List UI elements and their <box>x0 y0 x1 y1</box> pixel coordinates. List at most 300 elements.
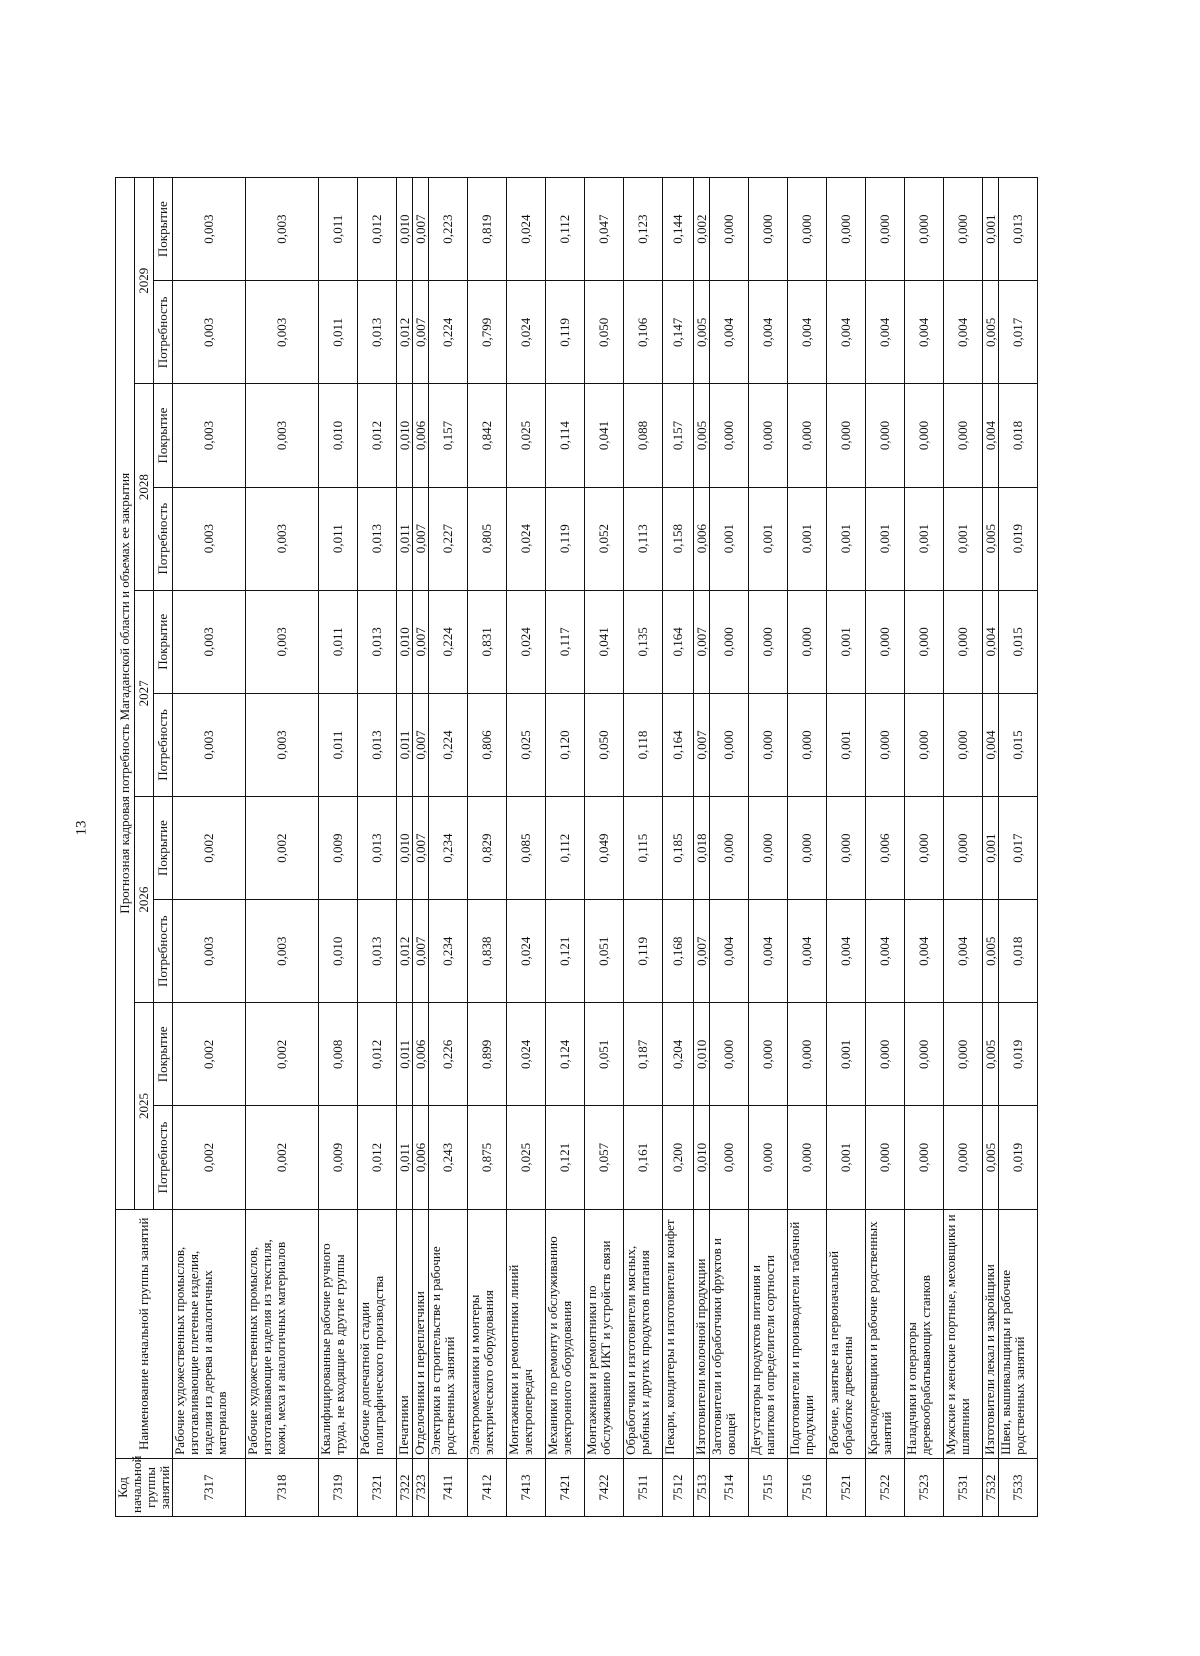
cover-value: 0,007 <box>413 590 429 693</box>
cover-value: 0,000 <box>944 178 983 281</box>
cover-value: 0,112 <box>546 178 585 281</box>
occupation-name: Механики по ремонту и обслуживанию электронного оборудования <box>546 1209 585 1458</box>
need-value: 0,003 <box>173 487 246 590</box>
need-value: 0,002 <box>246 1106 319 1209</box>
cover-value: 0,018 <box>999 384 1038 487</box>
cover-value: 0,003 <box>246 590 319 693</box>
need-value: 0,164 <box>663 693 694 796</box>
cover-value: 0,012 <box>358 1003 397 1106</box>
occupation-name: Подготовители и производители табачной продукции <box>788 1209 827 1458</box>
cover-value: 0,041 <box>585 384 624 487</box>
cover-value: 0,123 <box>624 178 663 281</box>
cover-value: 0,157 <box>429 384 468 487</box>
occupation-code: 7323 <box>413 1458 429 1516</box>
cover-value: 0,006 <box>413 1003 429 1106</box>
need-value: 0,009 <box>319 1106 358 1209</box>
need-value: 0,019 <box>999 1106 1038 1209</box>
cover-value: 0,041 <box>585 590 624 693</box>
occupation-code: 7321 <box>358 1458 397 1516</box>
cover-value: 0,114 <box>546 384 585 487</box>
need-value: 0,005 <box>694 281 710 384</box>
need-value: 0,005 <box>983 1106 999 1209</box>
cover-value: 0,001 <box>983 797 999 900</box>
occupation-name: Печатники <box>397 1209 413 1458</box>
need-value: 0,000 <box>905 693 944 796</box>
cover-value: 0,000 <box>944 797 983 900</box>
cover-value: 0,000 <box>788 384 827 487</box>
need-value: 0,005 <box>983 900 999 1003</box>
need-value: 0,004 <box>710 900 749 1003</box>
cover-value: 0,000 <box>866 1003 905 1106</box>
need-value: 0,003 <box>246 693 319 796</box>
cover-value: 0,008 <box>319 1003 358 1106</box>
occupation-name: Изготовители молочной продукции <box>694 1209 710 1458</box>
cover-value: 0,000 <box>827 384 866 487</box>
cover-value: 0,006 <box>413 384 429 487</box>
need-value: 0,121 <box>546 1106 585 1209</box>
need-value: 0,004 <box>710 281 749 384</box>
need-value: 0,161 <box>624 1106 663 1209</box>
need-value: 0,015 <box>999 693 1038 796</box>
need-value: 0,011 <box>319 487 358 590</box>
need-value: 0,003 <box>173 900 246 1003</box>
occupation-name: Квалифицированные рабочие ручного труда, не входящие в другие группы <box>319 1209 358 1458</box>
cover-value: 0,204 <box>663 1003 694 1106</box>
cover-value: 0,085 <box>507 797 546 900</box>
table-header <box>116 178 173 1517</box>
table-row <box>319 178 358 1517</box>
need-value: 0,001 <box>827 1106 866 1209</box>
table-row <box>866 178 905 1517</box>
need-value: 0,000 <box>905 1106 944 1209</box>
table-row <box>788 178 827 1517</box>
cover-value: 0,005 <box>983 1003 999 1106</box>
sub-need-header: Потребность <box>154 1106 173 1209</box>
occupation-code: 7516 <box>788 1458 827 1516</box>
cover-value: 0,012 <box>358 384 397 487</box>
cover-value: 0,000 <box>827 178 866 281</box>
sub-cover-header: Покрытие <box>154 178 173 281</box>
cover-value: 0,010 <box>694 1003 710 1106</box>
need-value: 0,001 <box>749 487 788 590</box>
need-value: 0,000 <box>866 693 905 796</box>
table-row <box>983 178 999 1517</box>
sub-need-header: Потребность <box>154 900 173 1003</box>
occupation-name: Отделочники и переплетчики <box>413 1209 429 1458</box>
sub-need-header: Потребность <box>154 281 173 384</box>
cover-value: 0,819 <box>468 178 507 281</box>
cover-value: 0,003 <box>246 384 319 487</box>
cover-value: 0,115 <box>624 797 663 900</box>
occupation-code: 7422 <box>585 1458 624 1516</box>
cover-value: 0,000 <box>749 1003 788 1106</box>
cover-value: 0,007 <box>413 797 429 900</box>
occupation-code: 7521 <box>827 1458 866 1516</box>
need-value: 0,001 <box>827 693 866 796</box>
occupation-code: 7522 <box>866 1458 905 1516</box>
year-header: 2027 <box>135 590 154 796</box>
need-value: 0,025 <box>507 693 546 796</box>
cover-value: 0,000 <box>788 797 827 900</box>
need-value: 0,024 <box>507 281 546 384</box>
need-value: 0,004 <box>788 281 827 384</box>
need-value: 0,838 <box>468 900 507 1003</box>
occupation-name: Обработчики и изготовители мясных, рыбных и других продуктов питания <box>624 1209 663 1458</box>
cover-value: 0,005 <box>694 384 710 487</box>
need-value: 0,004 <box>905 900 944 1003</box>
cover-value: 0,000 <box>788 590 827 693</box>
need-value: 0,004 <box>905 281 944 384</box>
cover-value: 0,004 <box>983 384 999 487</box>
cover-value: 0,010 <box>397 590 413 693</box>
group-header: Прогнозная кадровая потребность Магаданской области и объемах ее закрытия <box>116 178 135 1210</box>
need-value: 0,147 <box>663 281 694 384</box>
need-value: 0,007 <box>413 900 429 1003</box>
cover-value: 0,007 <box>413 178 429 281</box>
occupation-name: Дегустаторы продуктов питания и напитков и определители сортности <box>749 1209 788 1458</box>
cover-value: 0,157 <box>663 384 694 487</box>
need-value: 0,011 <box>319 693 358 796</box>
need-value: 0,012 <box>358 1106 397 1209</box>
occupation-code: 7515 <box>749 1458 788 1516</box>
occupation-code: 7514 <box>710 1458 749 1516</box>
need-value: 0,011 <box>319 281 358 384</box>
cover-value: 0,010 <box>319 384 358 487</box>
cover-value: 0,088 <box>624 384 663 487</box>
occupation-name: Швеи, вышивальщицы и рабочие родственных занятий <box>999 1209 1038 1458</box>
cover-value: 0,000 <box>905 797 944 900</box>
page-number: 13 <box>73 820 90 836</box>
need-value: 0,120 <box>546 693 585 796</box>
table-row <box>944 178 983 1517</box>
cover-value: 0,842 <box>468 384 507 487</box>
table-row <box>468 178 507 1517</box>
occupation-code: 7322 <box>397 1458 413 1516</box>
need-value: 0,007 <box>694 900 710 1003</box>
cover-value: 0,010 <box>397 797 413 900</box>
cover-value: 0,015 <box>999 590 1038 693</box>
need-value: 0,012 <box>397 900 413 1003</box>
need-value: 0,004 <box>983 693 999 796</box>
need-value: 0,805 <box>468 487 507 590</box>
cover-value: 0,187 <box>624 1003 663 1106</box>
need-value: 0,004 <box>827 281 866 384</box>
cover-value: 0,002 <box>246 797 319 900</box>
need-value: 0,013 <box>358 900 397 1003</box>
cover-value: 0,006 <box>866 797 905 900</box>
cover-value: 0,000 <box>710 178 749 281</box>
need-value: 0,000 <box>788 1106 827 1209</box>
need-value: 0,052 <box>585 487 624 590</box>
need-value: 0,227 <box>429 487 468 590</box>
need-value: 0,000 <box>944 1106 983 1209</box>
need-value: 0,000 <box>749 1106 788 1209</box>
occupation-code: 7318 <box>246 1458 319 1516</box>
cover-value: 0,047 <box>585 178 624 281</box>
table-row <box>173 178 246 1517</box>
need-value: 0,003 <box>246 281 319 384</box>
occupation-code: 7523 <box>905 1458 944 1516</box>
occupation-code: 7421 <box>546 1458 585 1516</box>
table-row <box>546 178 585 1517</box>
need-value: 0,007 <box>694 693 710 796</box>
cover-value: 0,011 <box>319 590 358 693</box>
sub-cover-header: Покрытие <box>154 1003 173 1106</box>
need-value: 0,004 <box>788 900 827 1003</box>
year-header: 2025 <box>135 1003 154 1209</box>
need-value: 0,119 <box>546 487 585 590</box>
cover-value: 0,003 <box>173 590 246 693</box>
need-value: 0,019 <box>999 487 1038 590</box>
cover-value: 0,000 <box>866 178 905 281</box>
cover-value: 0,117 <box>546 590 585 693</box>
sub-need-header: Потребность <box>154 693 173 796</box>
cover-value: 0,002 <box>246 1003 319 1106</box>
cover-value: 0,019 <box>999 1003 1038 1106</box>
cover-value: 0,011 <box>397 1003 413 1106</box>
cover-value: 0,226 <box>429 1003 468 1106</box>
need-value: 0,004 <box>944 900 983 1003</box>
cover-value: 0,000 <box>749 178 788 281</box>
cover-value: 0,234 <box>429 797 468 900</box>
need-value: 0,003 <box>173 281 246 384</box>
cover-value: 0,000 <box>749 797 788 900</box>
cover-value: 0,010 <box>397 178 413 281</box>
occupation-name: Монтажники и ремонтники по обслуживанию ИКТ и устройств связи <box>585 1209 624 1458</box>
occupation-code: 7512 <box>663 1458 694 1516</box>
need-value: 0,013 <box>358 693 397 796</box>
cover-value: 0,025 <box>507 384 546 487</box>
cover-value: 0,000 <box>944 384 983 487</box>
table-row <box>749 178 788 1517</box>
need-value: 0,051 <box>585 900 624 1003</box>
sub-cover-header: Покрытие <box>154 797 173 900</box>
cover-value: 0,002 <box>173 797 246 900</box>
cover-value: 0,011 <box>319 178 358 281</box>
cover-value: 0,004 <box>983 590 999 693</box>
table-body <box>173 178 1038 1517</box>
col-name-header: Наименование начальной группы занятий <box>116 1209 173 1458</box>
cover-value: 0,003 <box>173 384 246 487</box>
cover-value: 0,000 <box>710 384 749 487</box>
need-value: 0,004 <box>749 900 788 1003</box>
occupation-name: Мужские и женские портные, меховщики и шляпники <box>944 1209 983 1458</box>
occupation-name: Рабочие допечатной стадии полиграфического производства <box>358 1209 397 1458</box>
need-value: 0,013 <box>358 487 397 590</box>
cover-value: 0,124 <box>546 1003 585 1106</box>
table-row <box>999 178 1038 1517</box>
cover-value: 0,051 <box>585 1003 624 1106</box>
occupation-code: 7533 <box>999 1458 1038 1516</box>
need-value: 0,004 <box>866 900 905 1003</box>
year-header: 2028 <box>135 384 154 590</box>
need-value: 0,001 <box>866 487 905 590</box>
cover-value: 0,012 <box>358 178 397 281</box>
need-value: 0,000 <box>749 693 788 796</box>
need-value: 0,113 <box>624 487 663 590</box>
need-value: 0,224 <box>429 281 468 384</box>
need-value: 0,007 <box>413 693 429 796</box>
need-value: 0,024 <box>507 487 546 590</box>
need-value: 0,119 <box>624 900 663 1003</box>
cover-value: 0,164 <box>663 590 694 693</box>
table-row <box>624 178 663 1517</box>
occupation-code: 7411 <box>429 1458 468 1516</box>
need-value: 0,106 <box>624 281 663 384</box>
cover-value: 0,017 <box>999 797 1038 900</box>
table-row <box>663 178 694 1517</box>
need-value: 0,004 <box>866 281 905 384</box>
cover-value: 0,000 <box>710 1003 749 1106</box>
need-value: 0,806 <box>468 693 507 796</box>
need-value: 0,013 <box>358 281 397 384</box>
need-value: 0,011 <box>397 693 413 796</box>
need-value: 0,158 <box>663 487 694 590</box>
cover-value: 0,013 <box>358 797 397 900</box>
cover-value: 0,000 <box>749 384 788 487</box>
cover-value: 0,018 <box>694 797 710 900</box>
table-row <box>710 178 749 1517</box>
cover-value: 0,001 <box>827 1003 866 1106</box>
need-value: 0,017 <box>999 281 1038 384</box>
need-value: 0,012 <box>397 281 413 384</box>
cover-value: 0,002 <box>694 178 710 281</box>
table-row <box>905 178 944 1517</box>
cover-value: 0,000 <box>905 384 944 487</box>
cover-value: 0,223 <box>429 178 468 281</box>
table-row <box>397 178 413 1517</box>
need-value: 0,000 <box>710 1106 749 1209</box>
cover-value: 0,000 <box>866 384 905 487</box>
need-value: 0,004 <box>749 281 788 384</box>
cover-value: 0,009 <box>319 797 358 900</box>
cover-value: 0,144 <box>663 178 694 281</box>
occupation-name: Рабочие художественных промыслов, изготавливающие изделия из текстиля, кожи, меха и аналогичных материалов <box>246 1209 319 1458</box>
need-value: 0,024 <box>507 900 546 1003</box>
cover-value: 0,135 <box>624 590 663 693</box>
need-value: 0,799 <box>468 281 507 384</box>
cover-value: 0,003 <box>246 178 319 281</box>
table-row <box>507 178 546 1517</box>
need-value: 0,004 <box>827 900 866 1003</box>
need-value: 0,121 <box>546 900 585 1003</box>
occupation-code: 7513 <box>694 1458 710 1516</box>
table-row <box>413 178 429 1517</box>
occupation-name: Монтажники и ремонтники линий электропередач <box>507 1209 546 1458</box>
need-value: 0,200 <box>663 1106 694 1209</box>
need-value: 0,011 <box>397 1106 413 1209</box>
occupation-name: Краснодеревщики и рабочие родственных занятий <box>866 1209 905 1458</box>
occupation-code: 7319 <box>319 1458 358 1516</box>
cover-value: 0,013 <box>358 590 397 693</box>
need-value: 0,000 <box>710 693 749 796</box>
cover-value: 0,000 <box>944 590 983 693</box>
cover-value: 0,007 <box>694 590 710 693</box>
occupation-code: 7412 <box>468 1458 507 1516</box>
cover-value: 0,000 <box>710 797 749 900</box>
table-row <box>827 178 866 1517</box>
table-row <box>694 178 710 1517</box>
occupation-name: Заготовители и обработчики фруктов и овощей <box>710 1209 749 1458</box>
cover-value: 0,000 <box>749 590 788 693</box>
need-value: 0,000 <box>788 693 827 796</box>
cover-value: 0,000 <box>905 590 944 693</box>
need-value: 0,003 <box>246 900 319 1003</box>
cover-value: 0,001 <box>983 178 999 281</box>
cover-value: 0,003 <box>173 178 246 281</box>
occupation-name: Наладчики и операторы деревообрабатывающих станков <box>905 1209 944 1458</box>
need-value: 0,001 <box>827 487 866 590</box>
need-value: 0,018 <box>999 900 1038 1003</box>
need-value: 0,003 <box>246 487 319 590</box>
need-value: 0,011 <box>397 487 413 590</box>
occupation-name: Электромеханики и монтеры электрического оборудования <box>468 1209 507 1458</box>
cover-value: 0,010 <box>397 384 413 487</box>
year-header: 2029 <box>135 178 154 384</box>
cover-value: 0,000 <box>905 178 944 281</box>
table-row <box>246 178 319 1517</box>
cover-value: 0,000 <box>866 590 905 693</box>
table-row <box>429 178 468 1517</box>
need-value: 0,050 <box>585 693 624 796</box>
occupation-name: Пекари, кондитеры и изготовители конфет <box>663 1209 694 1458</box>
need-value: 0,224 <box>429 693 468 796</box>
need-value: 0,010 <box>694 1106 710 1209</box>
need-value: 0,004 <box>944 281 983 384</box>
need-value: 0,025 <box>507 1106 546 1209</box>
cover-value: 0,224 <box>429 590 468 693</box>
cover-value: 0,000 <box>827 797 866 900</box>
cover-value: 0,112 <box>546 797 585 900</box>
cover-value: 0,013 <box>999 178 1038 281</box>
need-value: 0,001 <box>788 487 827 590</box>
cover-value: 0,000 <box>788 178 827 281</box>
table-row <box>358 178 397 1517</box>
cover-value: 0,185 <box>663 797 694 900</box>
occupation-name: Рабочие, занятые на первоначальной обработке древесины <box>827 1209 866 1458</box>
cover-value: 0,049 <box>585 797 624 900</box>
cover-value: 0,829 <box>468 797 507 900</box>
sub-cover-header: Покрытие <box>154 384 173 487</box>
need-value: 0,006 <box>694 487 710 590</box>
need-value: 0,234 <box>429 900 468 1003</box>
occupation-code: 7413 <box>507 1458 546 1516</box>
need-value: 0,003 <box>173 693 246 796</box>
occupation-code: 7532 <box>983 1458 999 1516</box>
need-value: 0,001 <box>944 487 983 590</box>
need-value: 0,000 <box>866 1106 905 1209</box>
col-code-header: Код начальной группы занятий <box>116 1458 173 1516</box>
need-value: 0,119 <box>546 281 585 384</box>
occupation-code: 7317 <box>173 1458 246 1516</box>
cover-value: 0,024 <box>507 178 546 281</box>
need-value: 0,118 <box>624 693 663 796</box>
need-value: 0,006 <box>413 1106 429 1209</box>
need-value: 0,007 <box>413 281 429 384</box>
need-value: 0,168 <box>663 900 694 1003</box>
cover-value: 0,000 <box>788 1003 827 1106</box>
occupation-name: Электрики в строительстве и рабочие родственных занятий <box>429 1209 468 1458</box>
occupation-code: 7511 <box>624 1458 663 1516</box>
table-row <box>585 178 624 1517</box>
cover-value: 0,831 <box>468 590 507 693</box>
need-value: 0,000 <box>944 693 983 796</box>
need-value: 0,005 <box>983 281 999 384</box>
need-value: 0,010 <box>319 900 358 1003</box>
need-value: 0,005 <box>983 487 999 590</box>
occupation-name: Рабочие художественных промыслов, изготавливающие плетеные изделия, изделия из дерева и аналогичных материалов <box>173 1209 246 1458</box>
year-header: 2026 <box>135 797 154 1003</box>
